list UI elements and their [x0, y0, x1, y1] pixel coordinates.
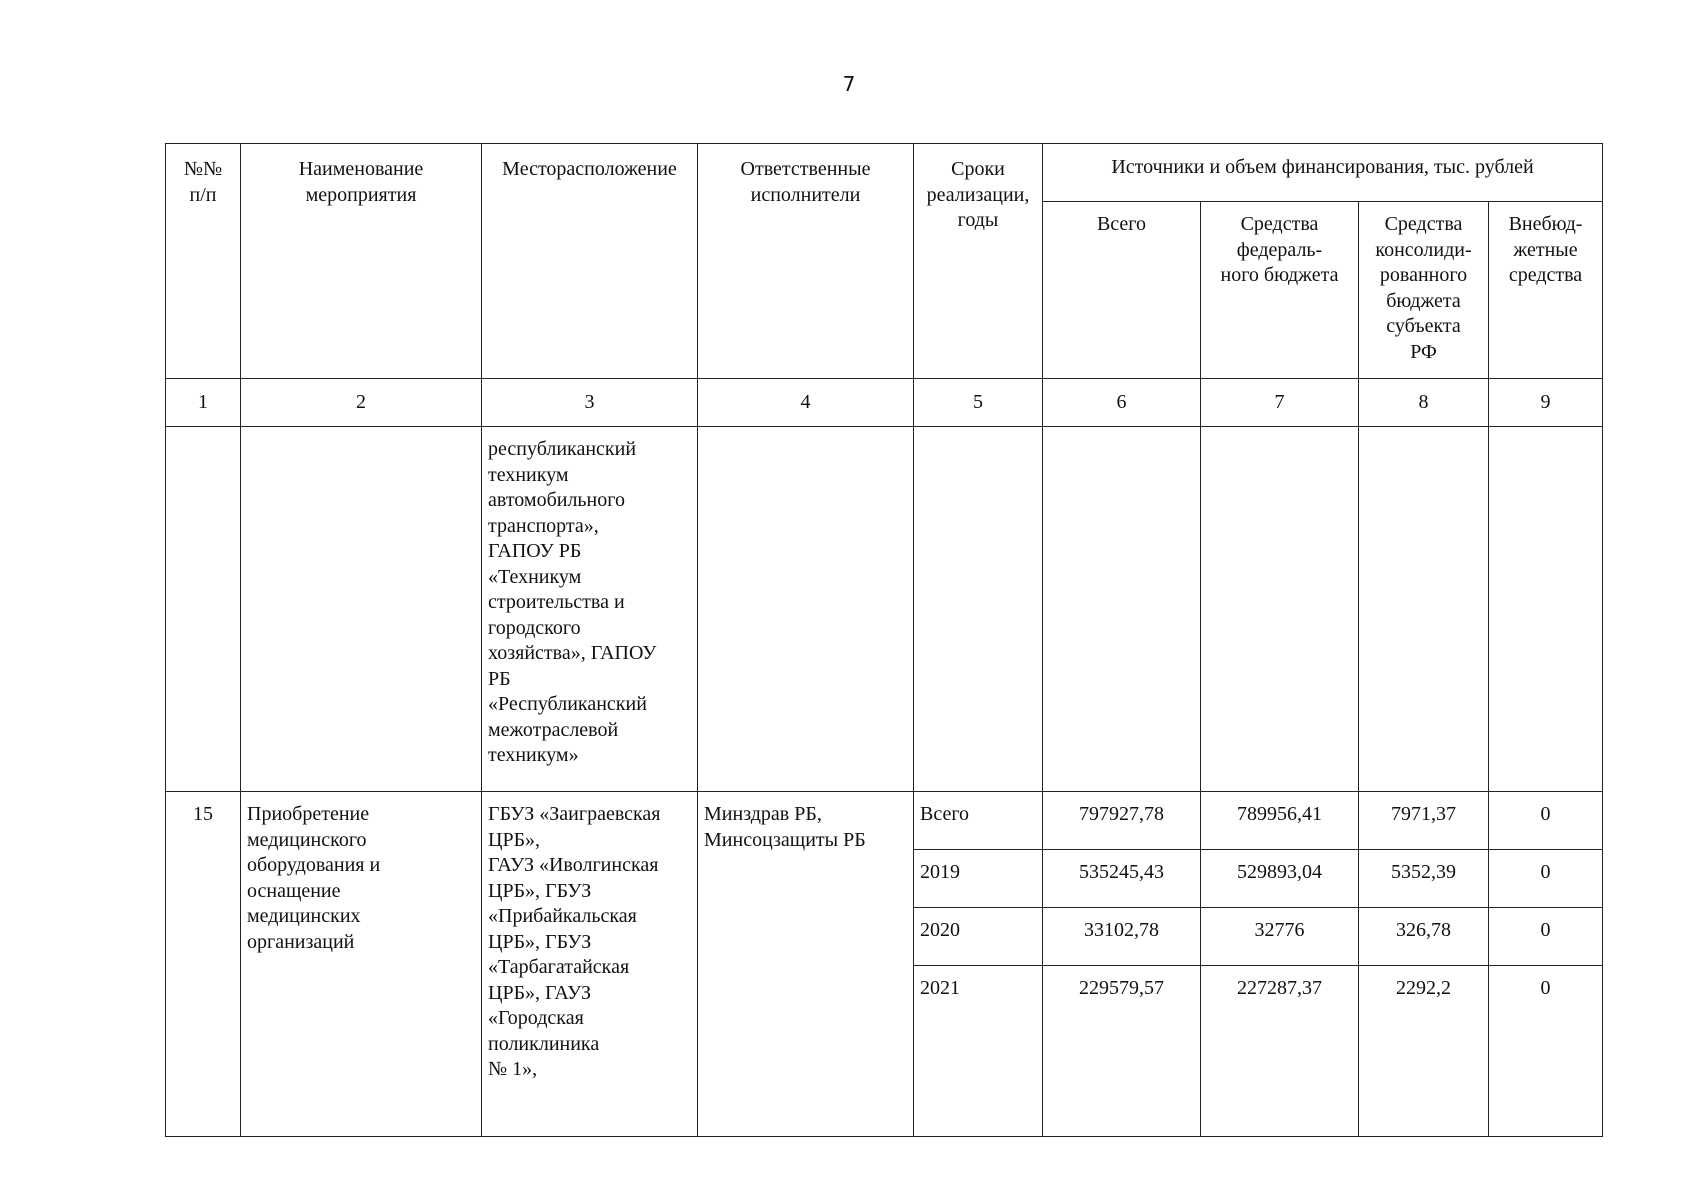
empty-cell [1201, 427, 1359, 792]
empty-cell [1043, 427, 1201, 792]
header-terms: Сроки реализации, годы [914, 144, 1043, 379]
column-number-row [166, 379, 1603, 427]
column-number: 7 [1201, 379, 1359, 427]
header-num: №№ п/п [166, 144, 241, 379]
subheader-consolidated: Средства консолиди- рованного бюджета субъекта РФ [1359, 202, 1489, 379]
item-location: ГБУЗ «Заиграевская ЦРБ», ГАУЗ «Иволгинская ЦРБ», ГБУЗ «Прибайкальская ЦРБ», ГБУЗ «Тарбагатайская ЦРБ», ГАУЗ «Городская поликлиника № 1», [482, 792, 698, 1137]
consolidated-value: 2292,2 [1359, 966, 1489, 1137]
federal-value: 789956,41 [1201, 792, 1359, 850]
extrabudget-value: 0 [1489, 966, 1603, 1137]
column-number: 9 [1489, 379, 1603, 427]
header-row [166, 144, 1603, 202]
header-location: Месторасположение [482, 144, 698, 379]
continuation-location: республиканский техникум автомобильного транспорта», ГАПОУ РБ «Техникум строительства и городского хозяйства», ГАПОУ РБ «Республиканский межотраслевой техникум» [482, 427, 698, 792]
total-value: 33102,78 [1043, 908, 1201, 966]
consolidated-value: 326,78 [1359, 908, 1489, 966]
federal-value: 529893,04 [1201, 850, 1359, 908]
table-row [166, 792, 1603, 850]
extrabudget-value: 0 [1489, 908, 1603, 966]
financing-table [165, 143, 1603, 1137]
subheader-total: Всего [1043, 202, 1201, 379]
subheader-extrabudget: Внебюд- жетные средства [1489, 202, 1603, 379]
header-name: Наименование мероприятия [241, 144, 482, 379]
period-label: 2021 [914, 966, 1043, 1137]
empty-cell [166, 427, 241, 792]
total-value: 535245,43 [1043, 850, 1201, 908]
period-label: Всего [914, 792, 1043, 850]
period-label: 2020 [914, 908, 1043, 966]
empty-cell [1489, 427, 1603, 792]
empty-cell [914, 427, 1043, 792]
period-label: 2019 [914, 850, 1043, 908]
header-responsible: Ответственные исполнители [698, 144, 914, 379]
federal-value: 32776 [1201, 908, 1359, 966]
column-number: 4 [698, 379, 914, 427]
header-sources: Источники и объем финансирования, тыс. рублей [1043, 144, 1603, 202]
federal-value: 227287,37 [1201, 966, 1359, 1137]
item-number: 15 [166, 792, 241, 1137]
page-number: 7 [842, 72, 856, 96]
column-number: 2 [241, 379, 482, 427]
subheader-federal: Средства федераль- ного бюджета [1201, 202, 1359, 379]
column-number: 3 [482, 379, 698, 427]
item-responsible: Минздрав РБ, Минсоцзащиты РБ [698, 792, 914, 1137]
column-number: 1 [166, 379, 241, 427]
continuation-row [166, 427, 1603, 792]
empty-cell [241, 427, 482, 792]
extrabudget-value: 0 [1489, 850, 1603, 908]
column-number: 6 [1043, 379, 1201, 427]
total-value: 797927,78 [1043, 792, 1201, 850]
empty-cell [698, 427, 914, 792]
item-name: Приобретение медицинского оборудования и оснащение медицинских организаций [241, 792, 482, 1137]
extrabudget-value: 0 [1489, 792, 1603, 850]
column-number: 8 [1359, 379, 1489, 427]
empty-cell [1359, 427, 1489, 792]
column-number: 5 [914, 379, 1043, 427]
consolidated-value: 5352,39 [1359, 850, 1489, 908]
consolidated-value: 7971,37 [1359, 792, 1489, 850]
total-value: 229579,57 [1043, 966, 1201, 1137]
